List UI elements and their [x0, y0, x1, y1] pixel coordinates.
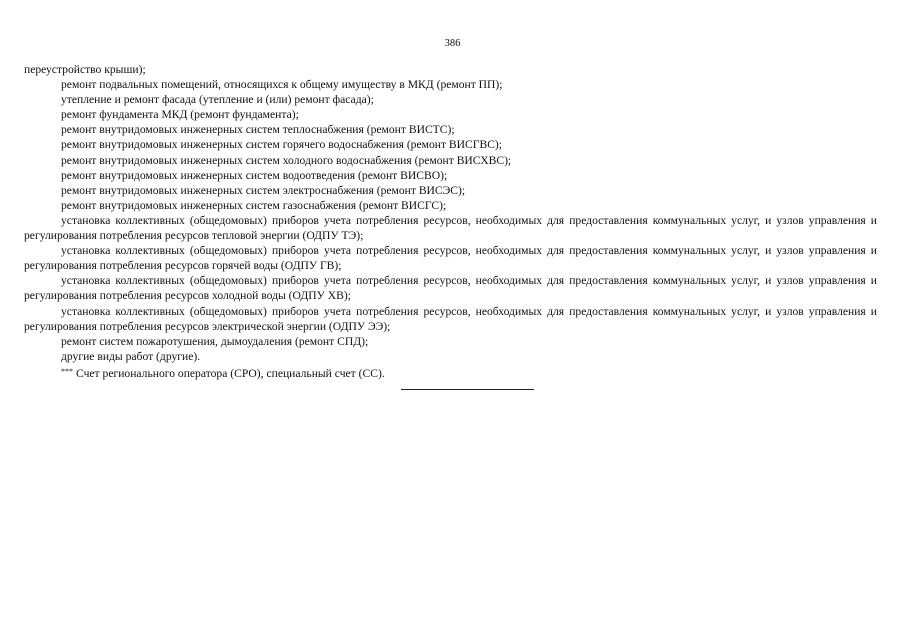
list-item-drainage-systems: ремонт внутридомовых инженерных систем водоотведения (ремонт ВИСВО); — [61, 168, 448, 182]
page-number: 386 — [444, 38, 461, 49]
list-item-cold-water-systems: ремонт внутридомовых инженерных систем холодного водоснабжения (ремонт ВИСХВС); — [61, 153, 512, 167]
footnote-text: Счет регионального оператора (СРО), специальный счет (СС). — [76, 366, 385, 380]
list-item-other-works: другие виды работ (другие). — [61, 349, 201, 363]
list-item-meters-cold-water: установка коллективных (общедомовых) приборов учета потребления ресурсов, необходимых для предоставления коммунальных услуг, и узлов управления и регулирования потребления ресурсов холодной воды (ОДПУ ХВ); — [24, 274, 877, 303]
list-item-hot-water-systems: ремонт внутридомовых инженерных систем горячего водоснабжения (ремонт ВИСГВС); — [61, 138, 503, 152]
list-item-gas-systems: ремонт внутридомовых инженерных систем газоснабжения (ремонт ВИСГС); — [61, 198, 447, 212]
list-item-meters-electric: установка коллективных (общедомовых) приборов учета потребления ресурсов, необходимых для предоставления коммунальных услуг, и узлов управления и регулирования потребления ресурсов электрической энергии (ОДПУ ЭЭ); — [24, 304, 877, 333]
list-item-foundation-repair: ремонт фундамента МКД (ремонт фундамента); — [61, 108, 299, 122]
end-rule-divider — [401, 389, 534, 390]
list-item-electric-systems: ремонт внутридомовых инженерных систем электроснабжения (ремонт ВИСЭС); — [61, 183, 466, 197]
footnote-marker: *** — [61, 366, 73, 376]
list-item-meters-heat: установка коллективных (общедомовых) приборов учета потребления ресурсов, необходимых для предоставления коммунальных услуг, и узлов управления и регулирования потребления ресурсов тепловой энергии (ОДПУ ТЭ); — [24, 213, 877, 243]
list-item-basement-repair: ремонт подвальных помещений, относящихся к общему имуществу в МКД (ремонт ПП); — [61, 78, 503, 92]
list-item-meters-hot-water: установка коллективных (общедомовых) приборов учета потребления ресурсов, необходимых для предоставления коммунальных услуг, и узлов управления и регулирования потребления ресурсов горячей воды (ОДПУ ГВ); — [24, 244, 877, 273]
list-item-fire-systems: ремонт систем пожаротушения, дымоудаления (ремонт СПД); — [61, 334, 369, 348]
list-item-heating-systems: ремонт внутридомовых инженерных систем теплоснабжения (ремонт ВИСТС); — [61, 123, 455, 137]
footnote — [24, 364, 877, 381]
paragraph-continuation: переустройство крыши); — [24, 63, 146, 76]
list-item-facade-repair: утепление и ремонт фасада (утепление и (или) ремонт фасада); — [61, 93, 374, 107]
document-body — [24, 62, 877, 381]
